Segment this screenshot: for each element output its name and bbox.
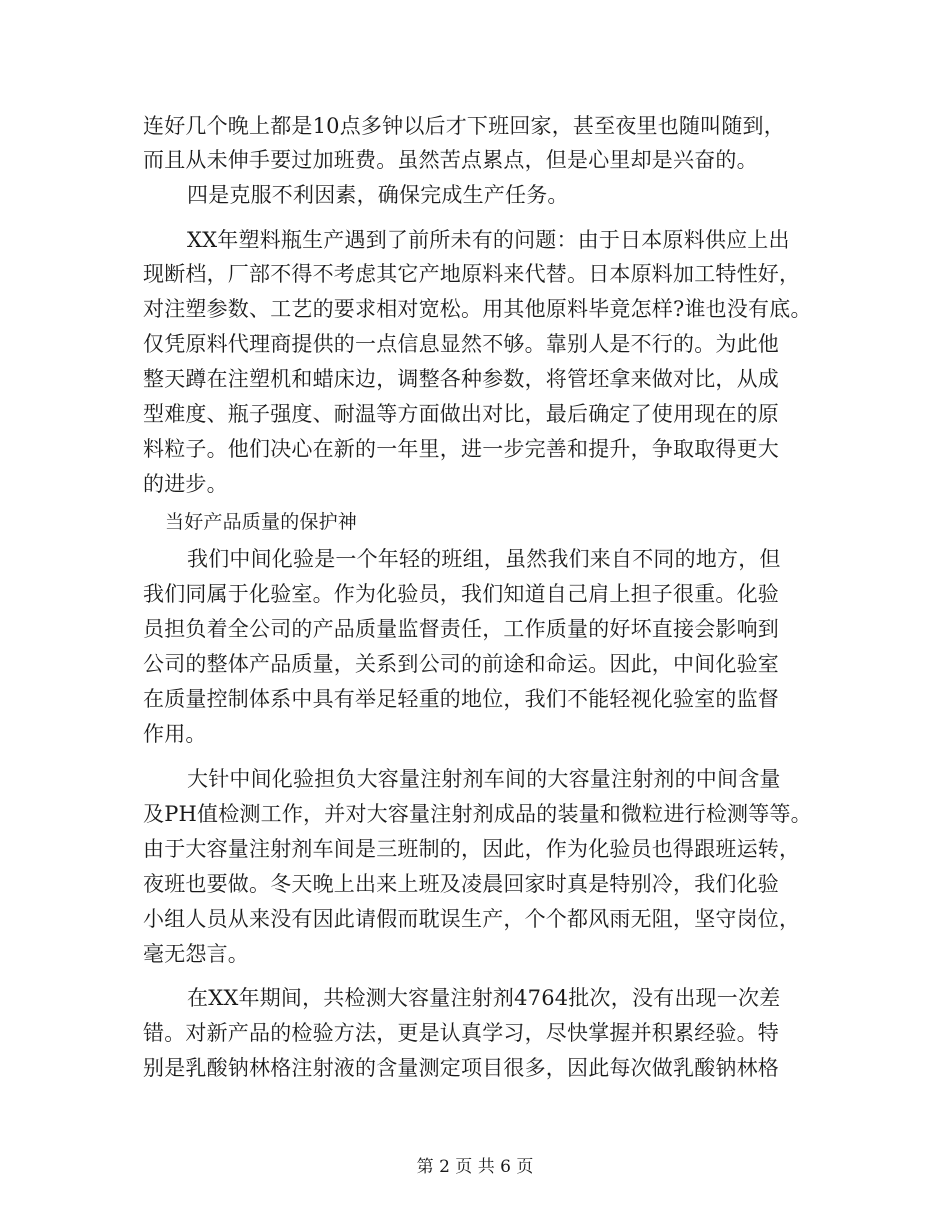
section-title: 当好产品质量的保护神 xyxy=(165,511,358,533)
text-line: 毫无怨言。 xyxy=(143,942,249,966)
text-line: 现断档，厂部不得不考虑其它产地原料来代替。日本原料加工特性好， xyxy=(143,262,801,286)
text-line: 别是乳酸钠林格注射液的含量测定项目很多，因此每次做乳酸钠林格 xyxy=(143,1056,779,1080)
text-line: 仅凭原料代理商提供的一点信息显然不够。靠别人是不行的。为此他 xyxy=(143,332,779,356)
text-line: XX年塑料瓶生产遇到了前所未有的问题：由于日本原料供应上出 xyxy=(187,228,790,252)
text-line: 料粒子。他们决心在新的一年里，进一步完善和提升，争取取得更大 xyxy=(143,437,779,461)
text-line: 小组人员从来没有因此请假而耽误生产，个个都风雨无阻，坚守岗位， xyxy=(143,907,801,931)
text-line: 我们中间化验是一个年轻的班组，虽然我们来自不同的地方，但 xyxy=(187,547,781,571)
text-line: 对注塑参数、工艺的要求相对宽松。用其他原料毕竟怎样?谁也没有底。 xyxy=(143,297,812,321)
text-line: 在XX年期间，共检测大容量注射剂4764批次，没有出现一次差 xyxy=(187,986,781,1010)
text-line: 公司的整体产品质量，关系到公司的前途和命运。因此，中间化验室 xyxy=(143,652,779,676)
text-line: 连好几个晚上都是10点多钟以后才下班回家，甚至夜里也随叫随到， xyxy=(143,114,785,138)
text-line: 而且从未伸手要过加班费。虽然苦点累点，但是心里却是兴奋的。 xyxy=(143,148,758,172)
section-heading: 四是克服不利因素，确保完成生产任务。 xyxy=(187,183,569,207)
text-line: 及PH值检测工作，并对大容量注射剂成品的装量和微粒进行检测等等。 xyxy=(143,802,812,826)
text-line: 夜班也要做。冬天晚上出来上班及凌晨回家时真是特别冷，我们化验 xyxy=(143,872,779,896)
text-line: 大针中间化验担负大容量注射剂车间的大容量注射剂的中间含量 xyxy=(187,767,781,791)
text-line: 型难度、瓶子强度、耐温等方面做出对比，最后确定了使用现在的原 xyxy=(143,402,779,426)
text-line: 整天蹲在注塑机和蜡床边，调整各种参数，将管坯拿来做对比，从成 xyxy=(143,367,779,391)
text-line: 的进步。 xyxy=(143,472,228,496)
text-line: 作用。 xyxy=(143,722,207,746)
text-line: 员担负着全公司的产品质量监督责任，工作质量的好坏直接会影响到 xyxy=(143,617,779,641)
page-footer: 第 2 页 共 6 页 xyxy=(416,1157,534,1177)
text-line: 在质量控制体系中具有举足轻重的地位，我们不能轻视化验室的监督 xyxy=(143,687,779,711)
text-line: 我们同属于化验室。作为化验员，我们知道自己肩上担子很重。化验 xyxy=(143,582,779,606)
text-line: 由于大容量注射剂车间是三班制的，因此，作为化验员也得跟班运转， xyxy=(143,837,801,861)
text-line: 错。对新产品的检验方法，更是认真学习，尽快掌握并积累经验。特 xyxy=(143,1021,779,1045)
